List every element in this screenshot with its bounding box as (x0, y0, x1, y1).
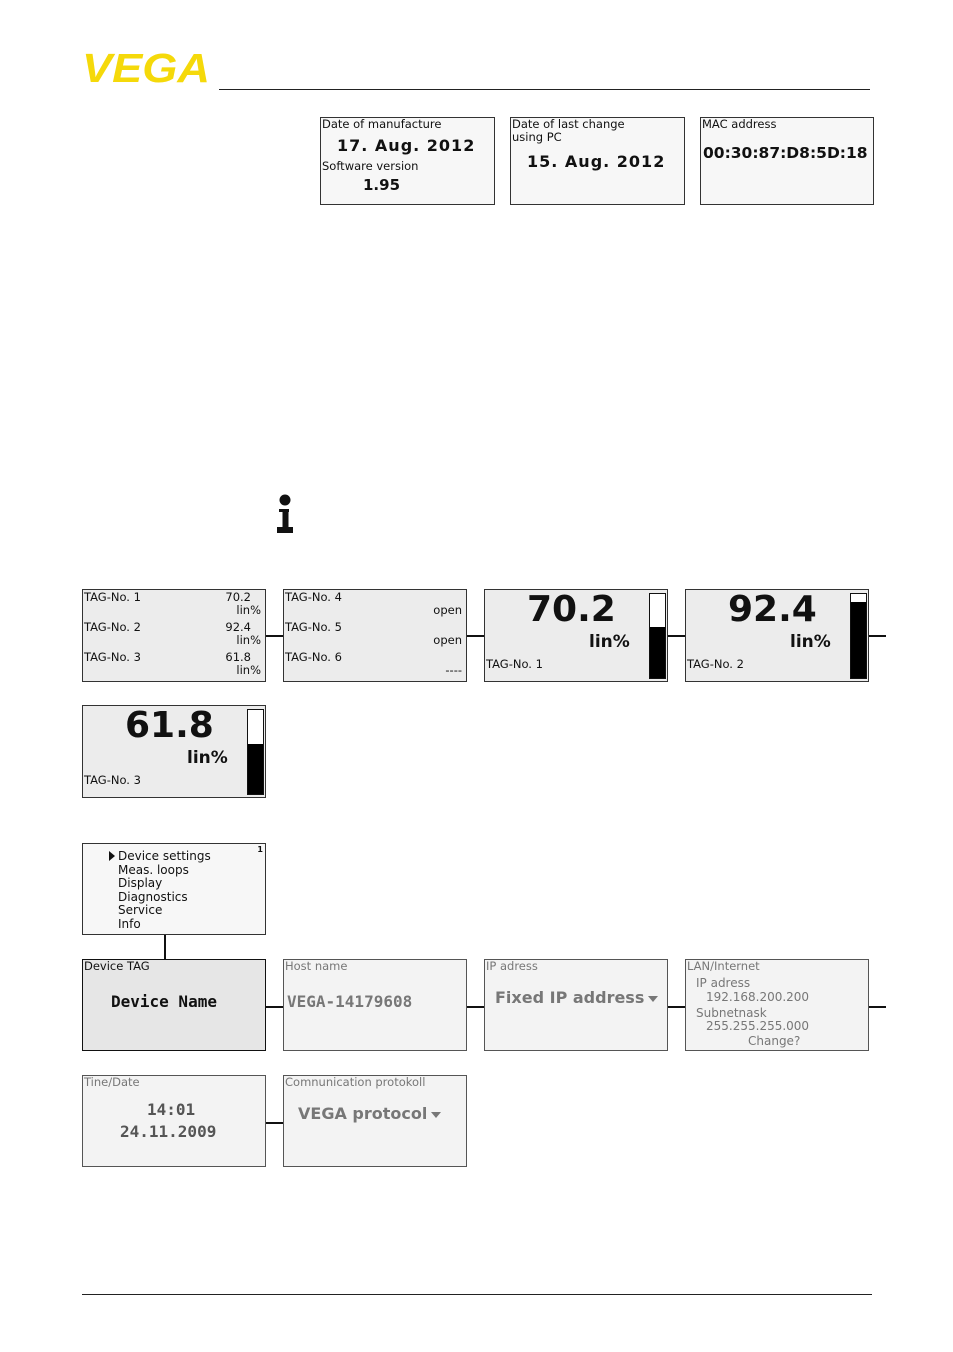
tag-list-box-2 (283, 589, 467, 682)
big-value: 92.4 (728, 589, 817, 630)
lan-ip-value: 192.168.200.200 (706, 990, 810, 1004)
last-change-label-1: Date of last change (512, 117, 625, 131)
connector (668, 1006, 685, 1008)
menu-page-number: 1 (257, 845, 263, 854)
big-display-1 (484, 589, 668, 682)
connector (164, 935, 166, 959)
vega-logo-text: VEGA (82, 50, 210, 86)
dropdown-arrow-icon (648, 996, 658, 1002)
footer-rule (82, 1294, 872, 1295)
big-display-2 (685, 589, 869, 682)
software-version: 1.95 (363, 176, 401, 194)
tag-label: TAG-No. 6 (285, 650, 342, 664)
connector (668, 635, 685, 637)
host-name-value: VEGA-14179608 (287, 992, 413, 1011)
tag-status: open (433, 603, 462, 617)
tag-label: TAG-No. 1 (84, 590, 141, 604)
big-tag: TAG-No. 3 (84, 773, 141, 787)
device-tag-label: Device TAG (84, 959, 150, 973)
big-tag: TAG-No. 1 (486, 657, 543, 671)
tag-label: TAG-No. 3 (84, 650, 141, 664)
ip-address-label: IP adress (486, 959, 538, 973)
last-change-date: 15. Aug. 2012 (527, 152, 666, 171)
selection-pointer-icon (109, 851, 115, 861)
manufacture-date: 17. Aug. 2012 (337, 136, 476, 155)
lan-ip-label: IP adress (696, 976, 751, 990)
software-version-label: Software version (322, 159, 419, 173)
level-bar (247, 709, 264, 795)
tag-unit: lin% (236, 633, 261, 647)
ip-mode-select[interactable] (495, 990, 658, 1006)
menu-item-info[interactable]: Info (118, 917, 141, 931)
protocol-select[interactable] (298, 1106, 441, 1122)
big-value: 61.8 (125, 705, 214, 746)
mac-box (700, 117, 874, 205)
connector (266, 635, 283, 637)
vega-logo (82, 50, 212, 86)
level-bar (850, 593, 867, 679)
connector (467, 635, 484, 637)
tag-unit: lin% (236, 663, 261, 677)
lan-internet-box[interactable] (685, 959, 869, 1051)
info-icon (275, 494, 295, 534)
host-name-label: Host name (285, 959, 348, 973)
big-unit: lin% (187, 748, 228, 768)
big-unit: lin% (790, 632, 831, 652)
time-value: 14:01 (147, 1100, 196, 1119)
lan-subnet-value: 255.255.255.000 (706, 1019, 810, 1033)
tag-value: 61.8 (225, 650, 251, 664)
mac-label: MAC address (702, 117, 777, 131)
main-menu (82, 843, 266, 935)
tag-label: TAG-No. 4 (285, 590, 342, 604)
menu-item-meas-loops[interactable]: Meas. loops (118, 863, 189, 877)
connector (869, 635, 886, 637)
protocol-label: Comnunication protokoll (285, 1075, 426, 1089)
tag-label: TAG-No. 2 (84, 620, 141, 634)
ip-address-box[interactable] (484, 959, 668, 1051)
device-name-value: Device Name (111, 992, 217, 1011)
lan-label: LAN/Internet (687, 959, 760, 973)
date-value: 24.11.2009 (120, 1122, 217, 1141)
device-tag-box[interactable] (82, 959, 266, 1051)
dropdown-arrow-icon (431, 1112, 441, 1118)
connector (869, 1006, 886, 1008)
tag-unit: lin% (236, 603, 261, 617)
menu-item-service[interactable]: Service (118, 903, 163, 917)
manufacture-box (320, 117, 495, 205)
tag-label: TAG-No. 5 (285, 620, 342, 634)
level-bar (649, 593, 666, 679)
big-display-3 (82, 705, 266, 798)
header-rule (219, 89, 870, 90)
host-name-box[interactable] (283, 959, 467, 1051)
connector (266, 1006, 283, 1008)
last-change-box (510, 117, 685, 205)
menu-item-diagnostics[interactable]: Diagnostics (118, 890, 188, 904)
time-date-label: Tine/Date (84, 1075, 140, 1089)
connector (467, 1006, 484, 1008)
big-value: 70.2 (527, 589, 616, 630)
tag-list-box-1 (82, 589, 266, 682)
connector (266, 1122, 283, 1124)
ip-mode-value: Fixed IP address (495, 988, 645, 1007)
last-change-label-2: using PC (512, 130, 562, 144)
manufacture-date-label: Date of manufacture (322, 117, 442, 131)
protocol-value: VEGA protocol (298, 1104, 428, 1123)
big-unit: lin% (589, 632, 630, 652)
menu-item-device-settings[interactable]: Device settings (109, 850, 211, 862)
mac-value: 00:30:87:D8:5D:18 (703, 144, 868, 162)
big-tag: TAG-No. 2 (687, 657, 744, 671)
tag-value: 70.2 (225, 590, 251, 604)
menu-item-display[interactable]: Display (118, 876, 163, 890)
tag-status: open (433, 633, 462, 647)
protocol-box[interactable] (283, 1075, 467, 1167)
tag-value: 92.4 (225, 620, 251, 634)
lan-subnet-label: Subnetnask (696, 1006, 767, 1020)
lan-change-button[interactable]: Change? (748, 1034, 801, 1048)
tag-status: ---- (445, 663, 462, 677)
time-date-box[interactable] (82, 1075, 266, 1167)
